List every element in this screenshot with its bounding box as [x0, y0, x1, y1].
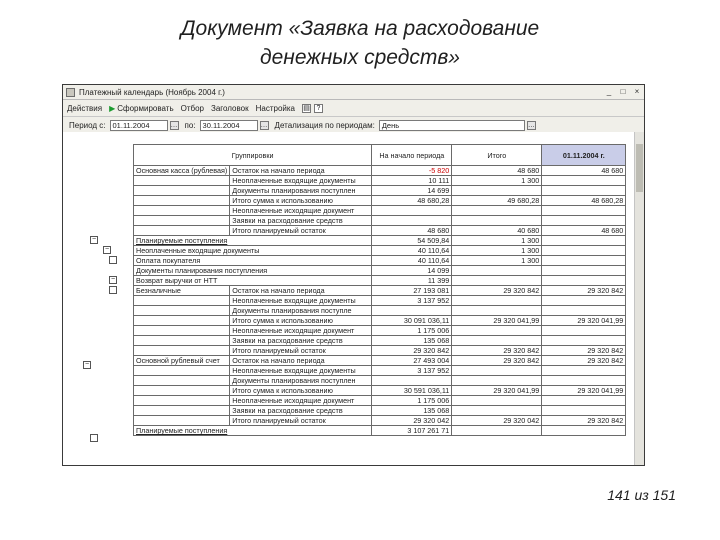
total-value-cell: [452, 376, 542, 386]
close-button[interactable]: ×: [634, 87, 640, 96]
report-table-body: [134, 166, 626, 436]
total-value-cell: [452, 266, 542, 276]
maximize-button[interactable]: □: [620, 87, 626, 96]
date-from-input[interactable]: 01.11.2004: [110, 120, 168, 131]
table-row[interactable]: [134, 306, 626, 316]
generate-button[interactable]: Сформировать: [117, 103, 174, 113]
grouping-level2-cell: Итого планируемый остаток: [230, 416, 372, 426]
table-row[interactable]: [134, 326, 626, 336]
start-value-cell: 3 137 952: [372, 366, 452, 376]
total-value-cell: 1 300: [452, 256, 542, 266]
start-value-cell: 11 399: [372, 276, 452, 286]
start-value-cell: 40 110,64: [372, 246, 452, 256]
slide-title-line1: Документ «Заявка на расходование: [180, 17, 540, 40]
print-icon[interactable]: ▤: [303, 104, 310, 112]
day-value-cell: 29 320 842: [542, 416, 626, 426]
table-row[interactable]: [134, 336, 626, 346]
play-icon: ▶: [109, 103, 116, 113]
table-row[interactable]: [134, 196, 626, 206]
minimize-button[interactable]: _: [606, 87, 612, 96]
day-value-cell: 29 320 842: [542, 346, 626, 356]
start-value-cell: 135 068: [372, 336, 452, 346]
start-value-cell: 3 137 952: [372, 296, 452, 306]
grouping-level1-cell: [134, 346, 230, 356]
day-value-cell: [542, 186, 626, 196]
grouping-level1-cell: Оплата покупателя: [134, 256, 372, 266]
expand-group-icon[interactable]: [90, 434, 98, 442]
table-row[interactable]: [134, 266, 626, 276]
table-row[interactable]: [134, 396, 626, 406]
total-value-cell: 48 680: [452, 166, 542, 176]
collapse-group-icon[interactable]: −: [104, 246, 110, 253]
day-value-cell: [542, 256, 626, 266]
table-row[interactable]: [134, 246, 626, 256]
grouping-level2-cell: Итого сумма к использованию: [230, 386, 372, 396]
start-value-cell: [372, 306, 452, 316]
total-value-cell: 49 680,28: [452, 196, 542, 206]
start-value-cell: 3 107 261 71: [372, 426, 452, 436]
total-value-cell: 1 300: [452, 236, 542, 246]
start-value-cell: 27 493 004: [372, 356, 452, 366]
grouping-level1-cell: Безналичные: [134, 286, 230, 296]
expand-group-icon[interactable]: [109, 256, 117, 264]
day-value-cell: [542, 326, 626, 336]
start-value-cell: 48 680: [372, 226, 452, 236]
day-value-cell: [542, 176, 626, 186]
grouping-level1-cell: Возврат выручки от НТТ: [134, 276, 372, 286]
grouping-level2-cell: Документы планирования поступлен: [230, 186, 372, 196]
report-window: [62, 84, 645, 466]
table-row[interactable]: [134, 256, 626, 266]
grouping-level1-cell: [134, 306, 230, 316]
start-value-cell: 40 110,64: [372, 256, 452, 266]
table-row[interactable]: [134, 366, 626, 376]
grouping-level1-cell: [134, 336, 230, 346]
grouping-level2-cell: Заявки на расходование средств: [230, 216, 372, 226]
grouping-level2-cell: Заявки на расходование средств: [230, 336, 372, 346]
grouping-level1-cell: [134, 376, 230, 386]
calendar-to-icon[interactable]: …: [260, 121, 268, 129]
table-row[interactable]: [134, 296, 626, 306]
table-row[interactable]: [134, 216, 626, 226]
total-value-cell: [452, 306, 542, 316]
grouping-level2-cell: Неоплаченные входящие документы: [230, 296, 372, 306]
collapse-group-icon[interactable]: −: [91, 236, 97, 243]
help-icon[interactable]: ?: [314, 104, 323, 113]
start-value-cell: [372, 376, 452, 386]
column-header-total: Итого: [452, 145, 542, 166]
day-value-cell: 48 680: [542, 226, 626, 236]
grouping-level1-cell: Документы планирования поступления: [134, 266, 372, 276]
day-value-cell: 29 320 842: [542, 286, 626, 296]
grouping-level2-cell: Неоплаченные исходящие документ: [230, 396, 372, 406]
total-value-cell: [452, 276, 542, 286]
grouping-level1-cell: [134, 216, 230, 226]
grouping-level1-cell: [134, 366, 230, 376]
start-value-cell: 29 320 042: [372, 416, 452, 426]
table-row[interactable]: [134, 316, 626, 326]
calendar-from-icon[interactable]: …: [170, 121, 178, 129]
report-table: [133, 144, 626, 436]
start-value-cell: 30 091 036,11: [372, 316, 452, 326]
expand-group-icon[interactable]: −: [110, 276, 116, 283]
start-value-cell: 54 509,84: [372, 236, 452, 246]
total-value-cell: 29 320 842: [452, 286, 542, 296]
window-titlebar: [63, 85, 644, 100]
grouping-level1-cell: Основной рублевый счет: [134, 356, 230, 366]
day-value-cell: [542, 336, 626, 346]
grouping-level1-cell: [134, 326, 230, 336]
table-row[interactable]: [134, 386, 626, 396]
start-value-cell: 27 193 081: [372, 286, 452, 296]
day-value-cell: [542, 266, 626, 276]
grouping-level2-cell: Остаток на начало периода: [230, 356, 372, 366]
start-value-cell: 10 111: [372, 176, 452, 186]
grouping-level1-cell: [134, 386, 230, 396]
start-value-cell: [372, 206, 452, 216]
total-value-cell: 29 320 842: [452, 346, 542, 356]
table-row[interactable]: [134, 426, 626, 436]
grouping-level1-cell: Планируемые поступления: [134, 236, 372, 246]
table-row[interactable]: [134, 376, 626, 386]
total-value-cell: 29 320 041,99: [452, 386, 542, 396]
day-value-cell: 29 320 842: [542, 356, 626, 366]
grouping-level2-cell: Документы планирования поступлен: [230, 376, 372, 386]
vertical-scrollbar[interactable]: [634, 132, 644, 466]
grouping-level1-cell: [134, 196, 230, 206]
total-value-cell: 29 320 042: [452, 416, 542, 426]
total-value-cell: [452, 216, 542, 226]
total-value-cell: [452, 336, 542, 346]
day-value-cell: [542, 206, 626, 216]
grouping-level2-cell: Неоплаченные входящие документы: [230, 366, 372, 376]
total-value-cell: 1 300: [452, 246, 542, 256]
day-value-cell: [542, 306, 626, 316]
total-value-cell: 29 320 842: [452, 356, 542, 366]
grouping-level1-cell: [134, 186, 230, 196]
page-counter: 141 из 151: [607, 487, 676, 503]
total-value-cell: [452, 326, 542, 336]
grouping-level1-cell: [134, 416, 230, 426]
table-row[interactable]: [134, 346, 626, 356]
toolbar: [63, 100, 644, 117]
grouping-level2-cell: Неоплаченные исходящие документ: [230, 326, 372, 336]
selection-button[interactable]: Отбор: [180, 103, 204, 113]
start-value-cell: [372, 216, 452, 226]
grouping-level2-cell: Остаток на начало периода: [230, 286, 372, 296]
app-icon: [66, 88, 75, 97]
total-value-cell: [452, 406, 542, 416]
table-row[interactable]: [134, 276, 626, 286]
detail-label: Детализация по периодам:: [274, 120, 375, 130]
day-value-cell: 29 320 041,99: [542, 386, 626, 396]
total-value-cell: [452, 186, 542, 196]
table-row[interactable]: [134, 406, 626, 416]
total-value-cell: 1 300: [452, 176, 542, 186]
grouping-level1-cell: [134, 206, 230, 216]
grouping-level2-cell: Итого сумма к использованию: [230, 196, 372, 206]
day-value-cell: [542, 426, 626, 436]
start-value-cell: -5 820: [372, 166, 452, 176]
total-value-cell: 29 320 041,99: [452, 316, 542, 326]
period-label: Период с:: [69, 120, 106, 130]
column-header-grouping: Группировки: [134, 145, 372, 166]
day-value-cell: [542, 406, 626, 416]
table-row[interactable]: [134, 226, 626, 236]
slide-title: [0, 14, 720, 72]
date-to-input[interactable]: 30.11.2004: [200, 120, 258, 131]
day-value-cell: 48 680,28: [542, 196, 626, 206]
grouping-level2-cell: Итого сумма к использованию: [230, 316, 372, 326]
column-header-start: На начало периода: [372, 145, 452, 166]
total-value-cell: [452, 396, 542, 406]
grouping-level1-cell: Неоплаченные входящие документы: [134, 246, 372, 256]
grouping-level1-cell: [134, 406, 230, 416]
day-value-cell: [542, 276, 626, 286]
detail-select[interactable]: День: [379, 120, 525, 131]
window-title: Платежный календарь (Ноябрь 2004 г.): [79, 87, 225, 97]
settings-button[interactable]: Настройка: [255, 103, 295, 113]
day-value-cell: [542, 366, 626, 376]
grouping-level2-cell: Итого планируемый остаток: [230, 226, 372, 236]
day-value-cell: [542, 246, 626, 256]
start-value-cell: 14 699: [372, 186, 452, 196]
grouping-level2-cell: Документы планирования поступле: [230, 306, 372, 316]
collapse-group-icon[interactable]: −: [84, 361, 90, 368]
table-row[interactable]: [134, 186, 626, 196]
grouping-level1-cell: Основная касса (рублевая): [134, 166, 230, 176]
grouping-level1-cell: [134, 396, 230, 406]
column-header-date: 01.11.2004 г.: [542, 145, 626, 166]
grouping-level1-cell: [134, 296, 230, 306]
to-label: по:: [184, 120, 196, 130]
grouping-level1-cell: [134, 226, 230, 236]
day-value-cell: 29 320 041,99: [542, 316, 626, 326]
day-value-cell: 48 680: [542, 166, 626, 176]
day-value-cell: [542, 236, 626, 246]
day-value-cell: [542, 216, 626, 226]
day-value-cell: [542, 376, 626, 386]
grouping-level1-cell: [134, 316, 230, 326]
grouping-level2-cell: Заявки на расходование средств: [230, 406, 372, 416]
grouping-level2-cell: Остаток на начало периода: [230, 166, 372, 176]
start-value-cell: 48 680,28: [372, 196, 452, 206]
start-value-cell: 29 320 842: [372, 346, 452, 356]
table-row[interactable]: [134, 166, 626, 176]
expand-group-icon[interactable]: [109, 286, 117, 294]
total-value-cell: 40 680: [452, 226, 542, 236]
table-header-row: [134, 145, 626, 166]
total-value-cell: [452, 366, 542, 376]
start-value-cell: 14 099: [372, 266, 452, 276]
day-value-cell: [542, 296, 626, 306]
scrollbar-thumb[interactable]: [636, 144, 643, 192]
table-row[interactable]: [134, 356, 626, 366]
grouping-level2-cell: Неоплаченные входящие документы: [230, 176, 372, 186]
total-value-cell: [452, 206, 542, 216]
start-value-cell: 1 175 006: [372, 396, 452, 406]
day-value-cell: [542, 396, 626, 406]
table-row[interactable]: [134, 236, 626, 246]
start-value-cell: 135 068: [372, 406, 452, 416]
grouping-level2-cell: Неоплаченные исходящие документ: [230, 206, 372, 216]
table-row[interactable]: [134, 416, 626, 426]
total-value-cell: [452, 296, 542, 306]
header-button[interactable]: Заголовок: [210, 103, 249, 113]
slide-title-line2: денежных средств»: [260, 46, 460, 69]
detail-dropdown-icon[interactable]: …: [527, 121, 535, 129]
table-row[interactable]: [134, 206, 626, 216]
grouping-level1-cell: Планируемые поступления: [134, 426, 372, 436]
total-value-cell: [452, 426, 542, 436]
start-value-cell: 1 175 006: [372, 326, 452, 336]
start-value-cell: 30 591 036,11: [372, 386, 452, 396]
grouping-level1-cell: [134, 176, 230, 186]
table-row[interactable]: [134, 286, 626, 296]
actions-menu[interactable]: Действия: [67, 103, 103, 113]
table-row[interactable]: [134, 176, 626, 186]
grouping-level2-cell: Итого планируемый остаток: [230, 346, 372, 356]
